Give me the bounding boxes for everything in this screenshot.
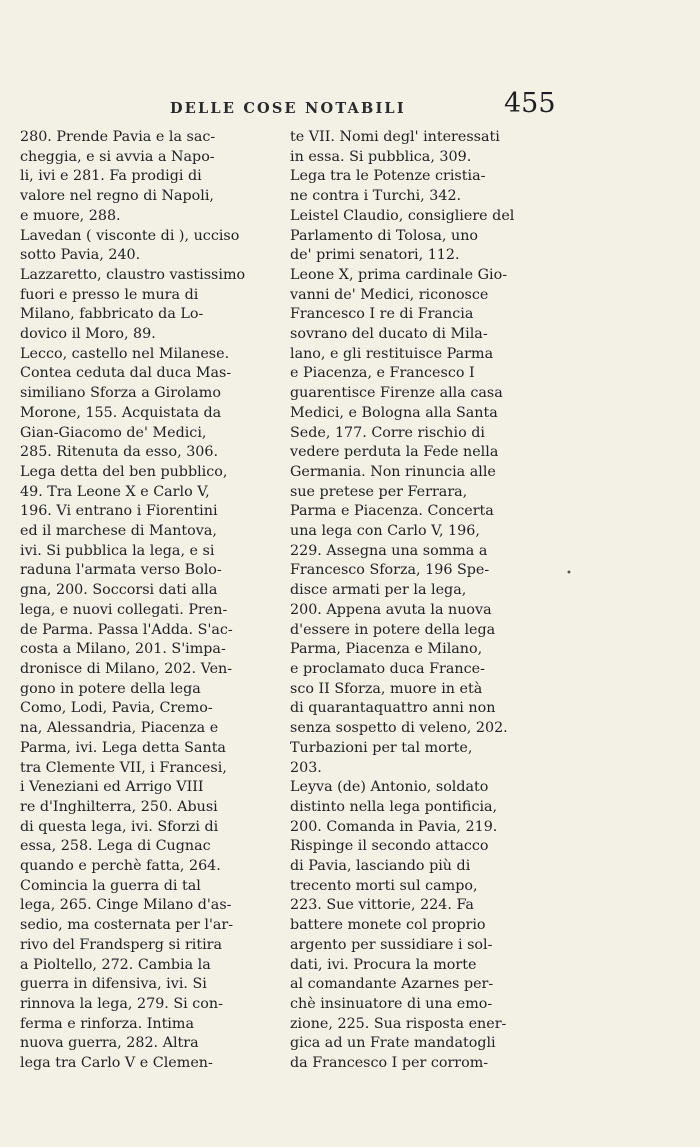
index-entry-line: lega, 265. Cinge Milano d'as- — [20, 897, 232, 914]
index-entry-line: Morone, 155. Acquistata da — [20, 404, 222, 421]
index-entry — [20, 227, 288, 266]
index-entry-line: guarentisce Firenze alla casa — [290, 385, 503, 402]
index-entry-line: sco II Sforza, muore in età — [290, 680, 483, 697]
index-entry-line: sovrano del ducato di Mila- — [290, 326, 488, 343]
index-entry-line: Milano, fabbricato da Lo- — [20, 306, 204, 323]
page-number: 455 — [504, 88, 556, 119]
index-entry-line: Francesco Sforza, 196 Spe- — [290, 562, 490, 579]
index-entry — [290, 266, 558, 778]
index-entry-line: Lavedan ( visconte di ), ucciso — [20, 227, 240, 244]
index-entry-line: Sede, 177. Corre rischio di — [290, 424, 485, 441]
index-entry-line: valore nel regno di Napoli, — [20, 188, 214, 205]
index-entry — [20, 463, 288, 1074]
index-entry-line: ed il marchese di Mantova, — [20, 523, 217, 540]
index-entry — [20, 128, 288, 227]
index-entry-line: 203. — [290, 759, 322, 776]
index-entry-line: te VII. Nomi degl' interessati — [290, 129, 500, 145]
index-entry-line: ne contra i Turchi, 342. — [290, 188, 462, 205]
index-entry-line: 196. Vi entrano i Fiorentini — [20, 503, 218, 520]
index-entry-line: da Francesco I per corrom- — [290, 1055, 489, 1072]
index-entry-line: li, ivi e 281. Fa prodigi di — [20, 168, 202, 185]
index-entry-line: quando e perchè fatta, 264. — [20, 858, 221, 875]
running-title: DELLE COSE NOTABILI — [170, 100, 406, 117]
index-entry-line: di questa lega, ivi. Sforzi di — [20, 818, 219, 835]
index-entry-line: chè insinuatore di una emo- — [290, 995, 493, 1012]
index-entry-line: na, Alessandria, Piacenza e — [20, 720, 219, 737]
index-entry-line: dovico il Moro, 89. — [20, 326, 156, 343]
index-entry-line: costa a Milano, 201. S'impa- — [20, 641, 226, 658]
index-entry-line: 200. Comanda in Pavia, 219. — [290, 818, 498, 835]
margin-dot: • — [566, 568, 572, 579]
index-entry-line: guerra in difensiva, ivi. Si — [20, 976, 207, 993]
index-entry-line: essa, 258. Lega di Cugnac — [20, 838, 211, 855]
index-entry-line: sedio, ma costernata per l'ar- — [20, 917, 234, 934]
index-entry-line: Leyva (de) Antonio, soldato — [290, 779, 489, 796]
index-entry-line: sue pretese per Ferrara, — [290, 483, 468, 500]
index-entry-line: de' primi senatori, 112. — [290, 247, 460, 264]
right-column — [290, 128, 558, 1074]
index-entry-line: dronisce di Milano, 202. Ven- — [20, 660, 233, 677]
index-entry — [290, 128, 558, 207]
index-entry-line: vanni de' Medici, riconosce — [290, 286, 489, 303]
index-entry-line: Parma e Piacenza. Concerta — [290, 503, 494, 520]
index-entry-line: distinto nella lega pontificia, — [290, 798, 498, 815]
index-entry-line: lano, e gli restituisce Parma — [290, 345, 494, 362]
index-entry-line: e Piacenza, e Francesco I — [290, 365, 475, 382]
index-entry-line: Lazzaretto, claustro vastissimo — [20, 266, 246, 283]
index-entry-line: raduna l'armata verso Bolo- — [20, 562, 222, 579]
index-entry-line: Francesco I re di Francia — [290, 306, 474, 323]
index-entry-line: Rispinge il secondo attacco — [290, 838, 489, 855]
index-entry-line: nuova guerra, 282. Altra — [20, 1035, 199, 1052]
index-entry-line: disce armati per la lega, — [290, 582, 467, 599]
index-entry-line: sotto Pavia, 240. — [20, 247, 141, 264]
index-entry-line: vedere perduta la Fede nella — [290, 444, 499, 461]
index-entry-line: gna, 200. Soccorsi dati alla — [20, 582, 218, 599]
index-entry-line: Parma, ivi. Lega detta Santa — [20, 739, 226, 756]
index-entry-line: similiano Sforza a Girolamo — [20, 385, 221, 402]
index-entry-line: Como, Lodi, Pavia, Cremo- — [20, 700, 213, 717]
index-entry — [290, 207, 558, 266]
index-entry-line: 285. Ritenuta da esso, 306. — [20, 444, 219, 461]
index-entry-line: 49. Tra Leone X e Carlo V, — [20, 483, 210, 500]
index-entry-line: Lega detta del ben pubblico, — [20, 463, 228, 480]
index-entry-line: Lega tra le Potenze cristia- — [290, 168, 486, 185]
index-entry-line: di quarantaquattro anni non — [290, 700, 496, 717]
index-entry-line: senza sospetto di veleno, 202. — [290, 720, 508, 737]
index-entry-line: dati, ivi. Procura la morte — [290, 956, 477, 973]
index-entry-line: Gian-Giacomo de' Medici, — [20, 424, 207, 441]
index-entry-line: 229. Assegna una somma a — [290, 542, 488, 559]
index-entry-line: a Pioltello, 272. Cambia la — [20, 956, 211, 973]
index-entry-line: di Pavia, lasciando più di — [290, 858, 471, 875]
index-entry-line: gica ad un Frate mandatogli — [290, 1035, 496, 1052]
index-entry-line: fuori e presso le mura di — [20, 286, 199, 303]
index-entry-line: zione, 225. Sua risposta ener- — [290, 1015, 507, 1032]
index-entry-line: re d'Inghilterra, 250. Abusi — [20, 798, 218, 815]
index-entry-line: de Parma. Passa l'Adda. S'ac- — [20, 621, 233, 638]
index-entry-line: tra Clemente VII, i Francesi, — [20, 759, 227, 776]
index-entry-line: lega tra Carlo V e Clemen- — [20, 1055, 213, 1072]
index-entry-line: Parlamento di Tolosa, uno — [290, 227, 479, 244]
index-entry-line: Leistel Claudio, consigliere del — [290, 207, 515, 224]
index-entry-line: e proclamato duca France- — [290, 660, 485, 677]
index-entry-line: Turbazioni per tal morte, — [290, 739, 473, 756]
index-entry-line: Contea ceduta dal duca Mas- — [20, 365, 232, 382]
index-entry-line: Comincia la guerra di tal — [20, 877, 201, 894]
index-entry-line: battere monete col proprio — [290, 917, 486, 934]
index-entry-line: e muore, 288. — [20, 207, 121, 224]
index-entry — [290, 778, 558, 1074]
index-entry-line: in essa. Si pubblica, 309. — [290, 148, 472, 165]
index-entry-line: gono in potere della lega — [20, 680, 201, 697]
index-entry-line: i Veneziani ed Arrigo VIII — [20, 779, 204, 796]
index-entry-line: lega, e nuovi collegati. Pren- — [20, 601, 228, 618]
index-entry-line: 280. Prende Pavia e la sac- — [20, 129, 216, 145]
index-entry-line: una lega con Carlo V, 196, — [290, 523, 480, 540]
left-column — [20, 128, 288, 1074]
index-entry-line: Parma, Piacenza e Milano, — [290, 641, 483, 658]
index-entry-line: al comandante Azarnes per- — [290, 976, 494, 993]
index-entry-line: 223. Sue vittorie, 224. Fa — [290, 897, 474, 914]
index-entry-line: Lecco, castello nel Milanese. — [20, 345, 230, 362]
index-entry-line: trecento morti sul campo, — [290, 877, 478, 894]
index-entry — [20, 345, 288, 463]
index-entry-line: Germania. Non rinuncia alle — [290, 463, 496, 480]
page-header — [0, 88, 700, 128]
index-entry-line: rivo del Frandsperg si ritira — [20, 936, 223, 953]
index-entry-line: argento per sussidiare i sol- — [290, 936, 493, 953]
index-entry-line: Medici, e Bologna alla Santa — [290, 404, 498, 421]
index-entry-line: ivi. Si pubblica la lega, e si — [20, 542, 215, 559]
index-entry-line: d'essere in potere della lega — [290, 621, 496, 638]
index-entry — [20, 266, 288, 345]
index-entry-line: Leone X, prima cardinale Gio- — [290, 266, 508, 283]
index-entry-line: ferma e rinforza. Intima — [20, 1015, 194, 1032]
index-entry-line: cheggia, e si avvia a Napo- — [20, 148, 215, 165]
index-entry-line: 200. Appena avuta la nuova — [290, 601, 492, 618]
index-entry-line: rinnova la lega, 279. Si con- — [20, 995, 223, 1012]
